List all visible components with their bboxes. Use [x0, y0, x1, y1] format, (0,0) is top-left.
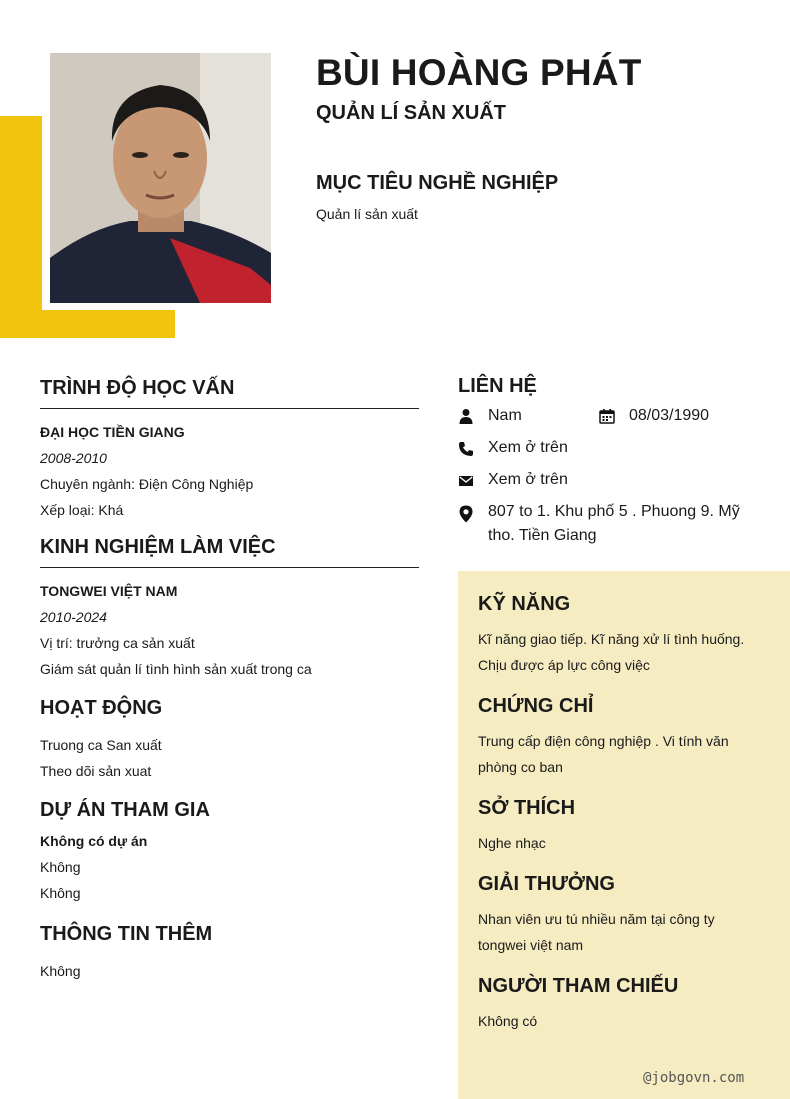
references-text: Không có — [478, 1013, 538, 1029]
accent-block-horizontal — [0, 310, 175, 338]
project-item: Không — [40, 859, 81, 875]
activity-item: Truong ca San xuất — [40, 737, 162, 753]
education-major: Chuyên ngành: Điện Công Nghiệp — [40, 476, 254, 492]
activity-item: Theo dõi sản xuat — [40, 763, 152, 779]
activities-heading: HOẠT ĐỘNG — [40, 697, 163, 719]
contact-address-line2: tho. Tiền Giang — [488, 527, 597, 544]
contact-email: Xem ở trên — [488, 471, 568, 488]
side-panel — [458, 571, 790, 1099]
skills-heading: KỸ NĂNG — [478, 593, 571, 615]
contact-heading: LIÊN HỆ — [458, 375, 537, 397]
project-item: Không — [40, 885, 81, 901]
contact-section — [458, 372, 758, 544]
contact-phone: Xem ở trên — [488, 439, 568, 456]
education-years: 2008-2010 — [40, 450, 107, 466]
certificates-text-line2: phòng co ban — [478, 759, 563, 775]
person-icon — [458, 408, 474, 424]
certificates-heading: CHỨNG CHỈ — [478, 695, 594, 717]
certificates-text-line1: Trung cấp điện công nghiệp . Vi tính văn — [478, 733, 729, 749]
hobbies-text: Nghe nhạc — [478, 835, 546, 851]
experience-years: 2010-2024 — [40, 609, 107, 625]
skills-text-line2: Chịu được áp lực công việc — [478, 657, 650, 673]
experience-heading: KINH NGHIỆM LÀM VIỆC — [40, 536, 276, 558]
references-heading: NGƯỜI THAM CHIẾU — [478, 975, 679, 997]
contact-birthdate: 08/03/1990 — [629, 407, 710, 424]
awards-text-line2: tongwei việt nam — [478, 937, 584, 953]
extra-info-heading: THÔNG TIN THÊM — [40, 923, 213, 945]
experience-position: Vị trí: trưởng ca sản xuất — [40, 635, 195, 651]
education-divider — [40, 408, 419, 409]
job-title: QUẢN LÍ SẢN XUẤT — [316, 102, 506, 124]
profile-photo — [50, 53, 271, 303]
skills-text-line1: Kĩ năng giao tiếp. Kĩ năng xử lí tình huống. — [478, 631, 745, 647]
education-section — [40, 372, 419, 523]
awards-text-line1: Nhan viên ưu tú nhiều năm tại công ty — [478, 911, 715, 927]
experience-divider — [40, 567, 419, 568]
watermark-text: @jobgovn.com — [643, 1070, 745, 1086]
awards-heading: GIẢI THƯỞNG — [478, 873, 615, 895]
hobbies-heading: SỞ THÍCH — [478, 797, 576, 819]
objective-heading: MỤC TIÊU NGHỀ NGHIỆP — [316, 172, 559, 194]
mail-icon — [458, 473, 474, 489]
projects-section — [40, 794, 419, 906]
extra-info-text: Không — [40, 963, 81, 979]
education-heading: TRÌNH ĐỘ HỌC VẤN — [40, 377, 235, 399]
extra-info-section — [40, 918, 419, 984]
phone-icon — [458, 441, 474, 457]
experience-description: Giám sát quản lí tình hình sản xuất trong ca — [40, 661, 312, 677]
project-name: Không có dự án — [40, 833, 148, 849]
objective-text: Quản lí sản xuất — [316, 206, 418, 222]
candidate-name: BÙI HOÀNG PHÁT — [316, 52, 642, 93]
experience-company: TONGWEI VIỆT NAM — [40, 583, 178, 599]
activities-section — [40, 692, 419, 784]
calendar-icon — [599, 408, 615, 424]
education-school: ĐẠI HỌC TIỀN GIANG — [40, 424, 185, 440]
contact-gender: Nam — [488, 407, 522, 424]
education-grade: Xếp loại: Khá — [40, 502, 124, 518]
experience-section — [40, 531, 419, 682]
location-pin-icon — [458, 505, 474, 523]
accent-block-vertical — [0, 116, 42, 338]
projects-heading: DỰ ÁN THAM GIA — [40, 799, 210, 821]
contact-address-line1: 807 to 1. Khu phố 5 . Phuong 9. Mỹ — [488, 503, 740, 520]
left-column — [40, 372, 419, 984]
